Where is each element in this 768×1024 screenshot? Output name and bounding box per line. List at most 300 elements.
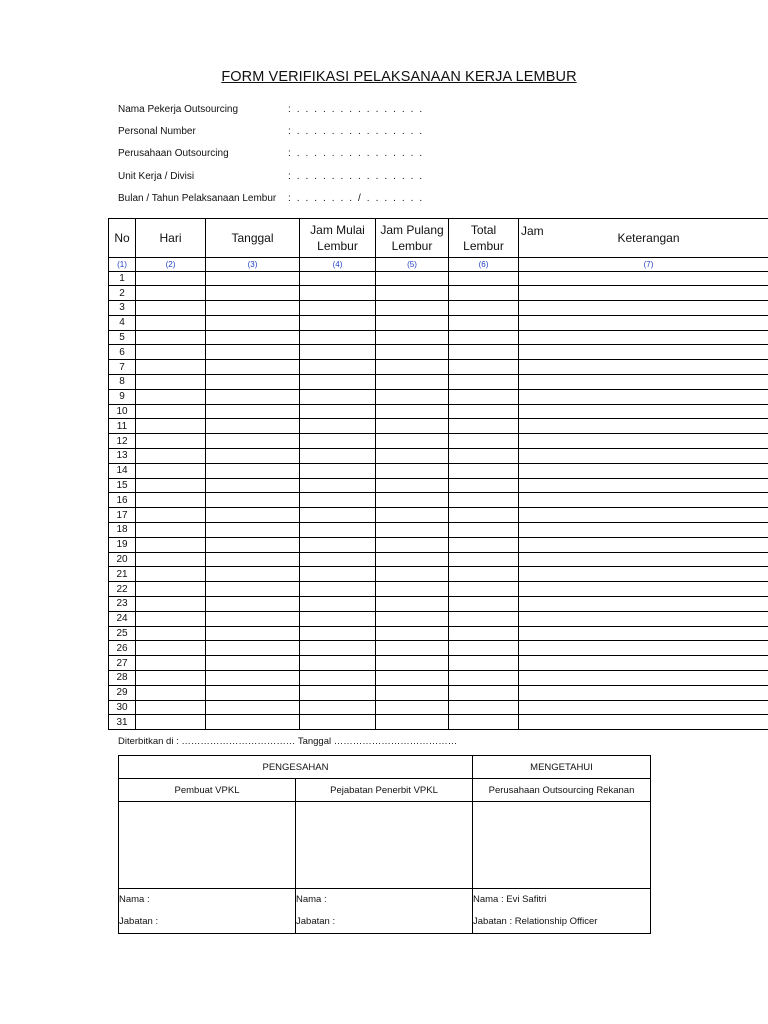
table-row xyxy=(109,301,768,316)
column-number: (5) xyxy=(376,258,449,272)
row-number: 24 xyxy=(109,611,136,626)
row-number: 8 xyxy=(109,375,136,390)
empty-cell xyxy=(449,523,519,538)
table-row xyxy=(109,611,768,626)
empty-cell xyxy=(519,537,768,552)
empty-cell xyxy=(519,434,768,449)
empty-cell xyxy=(519,478,768,493)
row-number: 20 xyxy=(109,552,136,567)
empty-cell xyxy=(376,611,449,626)
header-total-line1: Total xyxy=(470,223,497,237)
empty-cell xyxy=(300,656,376,671)
empty-cell xyxy=(519,389,768,404)
empty-cell xyxy=(300,552,376,567)
empty-cell xyxy=(449,463,519,478)
empty-cell xyxy=(300,671,376,686)
column-number: (3) xyxy=(206,258,300,272)
empty-cell xyxy=(206,626,300,641)
empty-cell xyxy=(519,493,768,508)
empty-cell xyxy=(376,419,449,434)
empty-cell xyxy=(300,582,376,597)
empty-cell xyxy=(376,271,449,286)
empty-cell xyxy=(206,523,300,538)
empty-cell xyxy=(376,463,449,478)
empty-cell xyxy=(449,685,519,700)
header-tanggal: Tanggal xyxy=(206,219,300,258)
empty-cell xyxy=(136,552,206,567)
empty-cell xyxy=(136,434,206,449)
empty-cell xyxy=(206,641,300,656)
empty-cell xyxy=(519,685,768,700)
empty-cell xyxy=(376,286,449,301)
empty-cell xyxy=(300,611,376,626)
empty-cell xyxy=(206,315,300,330)
empty-cell xyxy=(300,715,376,730)
row-number: 30 xyxy=(109,700,136,715)
signatory-nama: Nama : xyxy=(296,894,327,905)
signature-area xyxy=(296,802,473,889)
empty-cell xyxy=(136,463,206,478)
empty-cell xyxy=(206,582,300,597)
empty-cell xyxy=(206,419,300,434)
empty-cell xyxy=(376,715,449,730)
empty-cell xyxy=(206,478,300,493)
table-row xyxy=(109,508,768,523)
empty-cell xyxy=(449,597,519,612)
table-row xyxy=(109,523,768,538)
empty-cell xyxy=(449,508,519,523)
empty-cell xyxy=(206,434,300,449)
table-body xyxy=(109,271,768,730)
row-number: 2 xyxy=(109,286,136,301)
table-row xyxy=(109,656,768,671)
field-perusahaan xyxy=(118,143,424,165)
empty-cell xyxy=(519,301,768,316)
field-label: Bulan / Tahun Pelaksanaan Lembur xyxy=(118,193,277,205)
empty-cell xyxy=(206,493,300,508)
empty-cell xyxy=(376,330,449,345)
field-personal-number xyxy=(118,120,424,142)
empty-cell xyxy=(206,301,300,316)
table-row xyxy=(109,375,768,390)
table-row xyxy=(109,434,768,449)
empty-cell xyxy=(449,375,519,390)
empty-cell xyxy=(136,478,206,493)
empty-cell xyxy=(449,478,519,493)
row-number: 12 xyxy=(109,434,136,449)
empty-cell xyxy=(136,360,206,375)
empty-cell xyxy=(376,641,449,656)
empty-cell xyxy=(300,301,376,316)
pengesahan-header: PENGESAHAN xyxy=(119,756,473,779)
empty-cell xyxy=(519,345,768,360)
row-number: 23 xyxy=(109,597,136,612)
empty-cell xyxy=(449,715,519,730)
empty-cell xyxy=(300,360,376,375)
empty-cell xyxy=(206,685,300,700)
signatory-perusahaan xyxy=(473,889,651,934)
empty-cell xyxy=(300,508,376,523)
empty-cell xyxy=(300,463,376,478)
empty-cell xyxy=(136,715,206,730)
table-row xyxy=(109,493,768,508)
table-row xyxy=(109,671,768,686)
empty-cell xyxy=(300,434,376,449)
empty-cell xyxy=(300,389,376,404)
empty-cell xyxy=(376,301,449,316)
empty-cell xyxy=(376,389,449,404)
field-value: : . . . . . . . . . . . . . . . xyxy=(288,103,424,115)
table-row xyxy=(109,537,768,552)
row-number: 28 xyxy=(109,671,136,686)
empty-cell xyxy=(449,656,519,671)
row-number: 9 xyxy=(109,389,136,404)
table-row xyxy=(109,582,768,597)
row-number: 22 xyxy=(109,582,136,597)
empty-cell xyxy=(300,449,376,464)
empty-cell xyxy=(136,537,206,552)
row-number: 3 xyxy=(109,301,136,316)
empty-cell xyxy=(519,671,768,686)
row-number: 4 xyxy=(109,315,136,330)
empty-cell xyxy=(449,286,519,301)
empty-cell xyxy=(136,508,206,523)
signatory-jabatan: Jabatan : xyxy=(296,916,336,927)
empty-cell xyxy=(206,597,300,612)
empty-cell xyxy=(376,671,449,686)
field-value: : . . . . . . . . . . . . . . . xyxy=(288,148,424,160)
column-number: (1) xyxy=(109,258,136,272)
empty-cell xyxy=(519,597,768,612)
empty-cell xyxy=(376,360,449,375)
field-label: Personal Number xyxy=(118,126,196,138)
empty-cell xyxy=(449,419,519,434)
field-label: Perusahaan Outsourcing xyxy=(118,148,229,160)
empty-cell xyxy=(300,567,376,582)
empty-cell xyxy=(136,656,206,671)
column-number: (6) xyxy=(449,258,519,272)
row-number: 14 xyxy=(109,463,136,478)
empty-cell xyxy=(300,315,376,330)
empty-cell xyxy=(519,626,768,641)
empty-cell xyxy=(136,700,206,715)
overtime-table xyxy=(108,218,768,730)
row-number: 29 xyxy=(109,685,136,700)
empty-cell xyxy=(449,345,519,360)
empty-cell xyxy=(136,404,206,419)
empty-cell xyxy=(519,700,768,715)
empty-cell xyxy=(300,271,376,286)
empty-cell xyxy=(300,345,376,360)
empty-cell xyxy=(136,315,206,330)
empty-cell xyxy=(519,463,768,478)
row-number: 31 xyxy=(109,715,136,730)
issued-line: Diterbitkan di : ……………………………… Tanggal ………………………………… xyxy=(118,736,458,747)
empty-cell xyxy=(206,286,300,301)
table-header-row xyxy=(109,219,768,258)
row-number: 15 xyxy=(109,478,136,493)
empty-cell xyxy=(136,685,206,700)
header-jam-mulai: Jam Mulai Lembur xyxy=(300,219,376,258)
empty-cell xyxy=(449,404,519,419)
empty-cell xyxy=(519,375,768,390)
empty-cell xyxy=(376,597,449,612)
empty-cell xyxy=(136,597,206,612)
empty-cell xyxy=(136,449,206,464)
empty-cell xyxy=(449,434,519,449)
table-row xyxy=(109,315,768,330)
table-row xyxy=(109,597,768,612)
empty-cell xyxy=(376,567,449,582)
empty-cell xyxy=(519,656,768,671)
role-perusahaan: Perusahaan Outsourcing Rekanan xyxy=(473,779,651,802)
signatory-nama: Nama : xyxy=(119,894,150,905)
table-row xyxy=(109,567,768,582)
row-number: 19 xyxy=(109,537,136,552)
signature-area xyxy=(119,802,296,889)
row-number: 26 xyxy=(109,641,136,656)
empty-cell xyxy=(300,700,376,715)
empty-cell xyxy=(376,315,449,330)
empty-cell xyxy=(449,537,519,552)
empty-cell xyxy=(519,360,768,375)
empty-cell xyxy=(376,685,449,700)
empty-cell xyxy=(376,626,449,641)
empty-cell xyxy=(519,552,768,567)
field-value: : . . . . . . . . . . . . . . . xyxy=(288,170,424,182)
empty-cell xyxy=(136,641,206,656)
empty-cell xyxy=(519,286,768,301)
empty-cell xyxy=(376,434,449,449)
column-number-row xyxy=(109,258,768,272)
empty-cell xyxy=(376,493,449,508)
empty-cell xyxy=(376,449,449,464)
table-row xyxy=(109,478,768,493)
empty-cell xyxy=(449,389,519,404)
empty-cell xyxy=(206,345,300,360)
empty-cell xyxy=(300,375,376,390)
header-hari: Hari xyxy=(136,219,206,258)
mengetahui-header: MENGETAHUI xyxy=(473,756,651,779)
field-nama-pekerja xyxy=(118,98,424,120)
empty-cell xyxy=(136,611,206,626)
row-number: 16 xyxy=(109,493,136,508)
field-unit-kerja xyxy=(118,165,424,187)
field-label: Unit Kerja / Divisi xyxy=(118,170,195,182)
empty-cell xyxy=(376,345,449,360)
empty-cell xyxy=(449,493,519,508)
empty-cell xyxy=(449,330,519,345)
empty-cell xyxy=(206,567,300,582)
empty-cell xyxy=(206,389,300,404)
header-jam-pulang: Jam Pulang Lembur xyxy=(376,219,449,258)
empty-cell xyxy=(206,463,300,478)
empty-cell xyxy=(519,715,768,730)
empty-cell xyxy=(449,567,519,582)
empty-cell xyxy=(449,449,519,464)
empty-cell xyxy=(376,478,449,493)
info-fields xyxy=(118,98,424,210)
table-row xyxy=(109,685,768,700)
row-number: 17 xyxy=(109,508,136,523)
signatory-jabatan: Jabatan : xyxy=(119,916,159,927)
empty-cell xyxy=(449,641,519,656)
header-total-line3: Lembur xyxy=(463,239,504,253)
empty-cell xyxy=(206,375,300,390)
empty-cell xyxy=(449,671,519,686)
row-number: 25 xyxy=(109,626,136,641)
header-keterangan-label: Keterangan xyxy=(617,231,680,245)
approval-table xyxy=(118,755,651,934)
empty-cell xyxy=(449,611,519,626)
empty-cell xyxy=(519,271,768,286)
table-row xyxy=(109,552,768,567)
empty-cell xyxy=(136,345,206,360)
empty-cell xyxy=(136,671,206,686)
empty-cell xyxy=(136,493,206,508)
empty-cell xyxy=(136,582,206,597)
empty-cell xyxy=(376,375,449,390)
row-number: 7 xyxy=(109,360,136,375)
empty-cell xyxy=(376,552,449,567)
empty-cell xyxy=(206,537,300,552)
empty-cell xyxy=(300,685,376,700)
empty-cell xyxy=(206,449,300,464)
empty-cell xyxy=(136,330,206,345)
field-label: Nama Pekerja Outsourcing xyxy=(118,103,239,115)
column-number: (4) xyxy=(300,258,376,272)
empty-cell xyxy=(376,523,449,538)
empty-cell xyxy=(449,360,519,375)
signature-area xyxy=(473,802,651,889)
empty-cell xyxy=(519,508,768,523)
empty-cell xyxy=(206,671,300,686)
empty-cell xyxy=(519,404,768,419)
field-value: : . . . . . . . / . . . . . . . xyxy=(288,193,424,205)
empty-cell xyxy=(206,611,300,626)
empty-cell xyxy=(136,389,206,404)
signatory-nama: Nama : Evi Safitri xyxy=(473,894,547,905)
empty-cell xyxy=(206,656,300,671)
empty-cell xyxy=(136,523,206,538)
table-row xyxy=(109,463,768,478)
empty-cell xyxy=(376,656,449,671)
empty-cell xyxy=(206,360,300,375)
empty-cell xyxy=(449,315,519,330)
row-number: 21 xyxy=(109,567,136,582)
empty-cell xyxy=(449,552,519,567)
empty-cell xyxy=(136,271,206,286)
row-number: 1 xyxy=(109,271,136,286)
table-row xyxy=(109,626,768,641)
row-number: 6 xyxy=(109,345,136,360)
table-row xyxy=(109,330,768,345)
row-number: 18 xyxy=(109,523,136,538)
empty-cell xyxy=(519,419,768,434)
table-row xyxy=(109,715,768,730)
empty-cell xyxy=(136,286,206,301)
empty-cell xyxy=(449,626,519,641)
signatory-pembuat xyxy=(119,889,296,934)
empty-cell xyxy=(136,301,206,316)
empty-cell xyxy=(300,626,376,641)
empty-cell xyxy=(519,567,768,582)
table-row xyxy=(109,389,768,404)
empty-cell xyxy=(376,508,449,523)
empty-cell xyxy=(300,404,376,419)
empty-cell xyxy=(376,700,449,715)
header-keterangan xyxy=(519,219,768,258)
empty-cell xyxy=(519,641,768,656)
table-row xyxy=(109,360,768,375)
row-number: 5 xyxy=(109,330,136,345)
empty-cell xyxy=(206,271,300,286)
empty-cell xyxy=(136,375,206,390)
empty-cell xyxy=(449,582,519,597)
empty-cell xyxy=(206,508,300,523)
empty-cell xyxy=(300,523,376,538)
empty-cell xyxy=(376,582,449,597)
header-no: No xyxy=(109,219,136,258)
table-row xyxy=(109,449,768,464)
table-row xyxy=(109,286,768,301)
signatory-penerbit xyxy=(296,889,473,934)
signatory-jabatan: Jabatan : Relationship Officer xyxy=(473,916,598,927)
empty-cell xyxy=(206,700,300,715)
column-number: (2) xyxy=(136,258,206,272)
table-row xyxy=(109,419,768,434)
empty-cell xyxy=(300,597,376,612)
empty-cell xyxy=(300,286,376,301)
empty-cell xyxy=(519,611,768,626)
empty-cell xyxy=(519,523,768,538)
empty-cell xyxy=(300,641,376,656)
table-row xyxy=(109,271,768,286)
empty-cell xyxy=(206,715,300,730)
empty-cell xyxy=(376,404,449,419)
row-number: 13 xyxy=(109,449,136,464)
form-title: FORM VERIFIKASI PELAKSANAAN KERJA LEMBUR xyxy=(221,69,577,85)
empty-cell xyxy=(300,537,376,552)
header-jam-piece: Jam xyxy=(521,224,544,238)
empty-cell xyxy=(206,330,300,345)
empty-cell xyxy=(519,315,768,330)
empty-cell xyxy=(300,419,376,434)
header-total xyxy=(449,219,519,258)
empty-cell xyxy=(136,567,206,582)
row-number: 27 xyxy=(109,656,136,671)
column-number: (7) xyxy=(519,258,768,272)
field-value: : . . . . . . . . . . . . . . . xyxy=(288,126,424,138)
empty-cell xyxy=(206,404,300,419)
table-row xyxy=(109,404,768,419)
empty-cell xyxy=(300,330,376,345)
role-pembuat: Pembuat VPKL xyxy=(119,779,296,802)
empty-cell xyxy=(206,552,300,567)
field-bulan-tahun xyxy=(118,188,424,210)
empty-cell xyxy=(519,330,768,345)
empty-cell xyxy=(136,419,206,434)
role-penerbit: Pejabatan Penerbit VPKL xyxy=(296,779,473,802)
empty-cell xyxy=(376,537,449,552)
empty-cell xyxy=(449,301,519,316)
row-number: 11 xyxy=(109,419,136,434)
row-number: 10 xyxy=(109,404,136,419)
table-row xyxy=(109,345,768,360)
empty-cell xyxy=(136,626,206,641)
empty-cell xyxy=(300,493,376,508)
empty-cell xyxy=(449,271,519,286)
